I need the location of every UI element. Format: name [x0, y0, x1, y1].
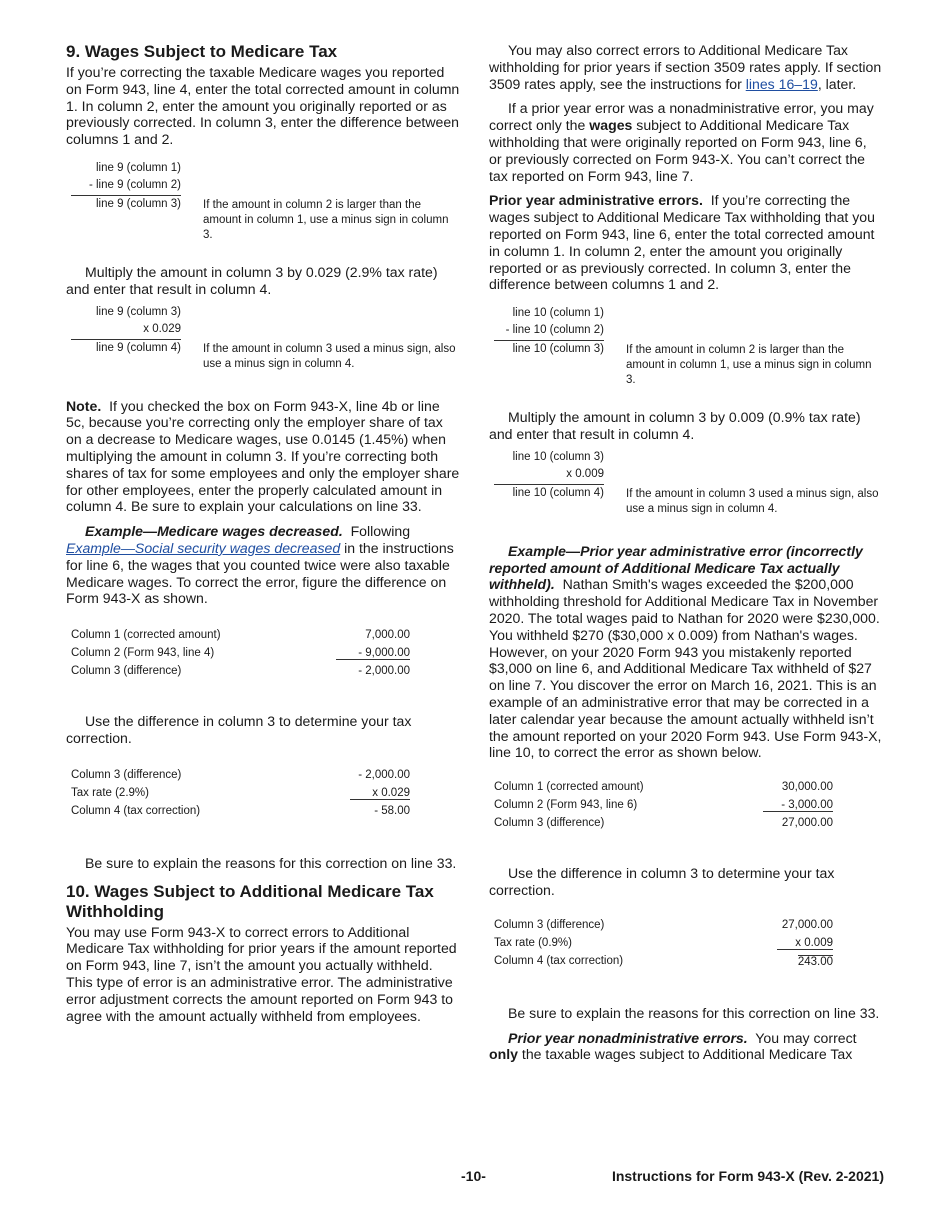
multiply-instruction: Multiply the amount in column 3 by 0.029 (2.9% tax rate) and enter that result in column 4.	[66, 263, 438, 297]
paragraph-text: subject to Additional Medicare Tax withholding that were originally reported on Form 943, line 6, or previously corrected on Form 943-X. You can’t correct the tax reported on Form 943, line 7.	[489, 117, 867, 184]
calc-line: - line 10 (column 2)	[505, 324, 604, 337]
use-difference-text: Use the difference in column 3 to determine your tax correction.	[66, 713, 412, 746]
table-row	[489, 799, 883, 817]
calc-note: If the amount in column 3 used a minus sign, also use a minus sign in column 4.	[203, 342, 456, 370]
prior-year-admin-lead: Prior year administrative errors.	[489, 192, 703, 209]
be-sure-text: Be sure to explain the reasons for this correction on line 33.	[85, 854, 457, 871]
table-cell-label: Column 3 (difference)	[494, 817, 605, 830]
table-cell-label: Column 3 (difference)	[71, 768, 182, 781]
calc-note: If the amount in column 2 is larger than the amount in column 1, use a minus sign in column 3.	[626, 344, 872, 387]
paragraph-text: , later.	[817, 75, 857, 92]
left-column	[66, 42, 460, 1032]
be-sure-text: Be sure to explain the reasons for this correction on line 33.	[508, 1004, 880, 1021]
table-row	[66, 629, 460, 647]
lines-16-19-link[interactable]: lines 16–19	[745, 75, 818, 92]
example-ss-wages-link[interactable]: Example—Social security wages decreased	[66, 539, 341, 556]
example-table-columns	[489, 781, 883, 835]
table-cell-value: - 58.00	[374, 804, 410, 817]
calc-line: - line 9 (column 2)	[88, 178, 181, 191]
form-identifier: Instructions for Form 943-X (Rev. 2-2021)	[611, 1168, 884, 1184]
table-row	[489, 781, 883, 799]
example-text: Nathan Smith's wages exceeded the $200,000 withholding threshold for Additional Medicare Tax in November 2020. The total wages paid to Nathan for 2020 were $230,000. You withheld $270 ($30,000 x 0.009) from Nathan's wages. However, on your 2020 Form 943 you mistakenly reported $3,000 on line 6, and Additional Medicare Tax withheld of $27 on line 7. You discover the error on March 16, 2021. This is an example of an administrative error that may be corrected in a later calendar year because the amount actually withheld isn’t the amount reported on your 2020 Form 943. Use Form 943-X, line 10, to correct the error as shown below.	[489, 576, 882, 761]
calc-line: line 9 (column 3)	[95, 197, 181, 210]
table-row	[489, 817, 883, 835]
table-cell-value: x 0.029	[350, 787, 410, 800]
table-cell-label: Column 2 (Form 943, line 4)	[71, 647, 215, 660]
calc-line: line 10 (column 1)	[512, 307, 604, 320]
table-cell-value: - 3,000.00	[763, 799, 833, 812]
table-cell-value: - 2,000.00	[358, 768, 410, 781]
table-cell-label: Tax rate (0.9%)	[494, 936, 572, 949]
example-text: Following	[350, 523, 411, 540]
calc-box-line10-col4	[489, 451, 883, 543]
calc-line: line 9 (column 3)	[95, 305, 181, 318]
right-column	[489, 42, 883, 1071]
nonadmin-paragraph	[489, 100, 883, 184]
calc-line: line 10 (column 3)	[512, 343, 604, 356]
table-row	[489, 919, 883, 937]
calc-rule	[71, 339, 181, 340]
note-paragraph	[66, 398, 460, 516]
table-row	[489, 937, 883, 955]
paragraph-text: You may also correct errors to Additional Medicare Tax withholding for prior years if section 3509 rates apply. If section 3509 rates apply, see the instructions for	[489, 42, 882, 92]
table-row	[66, 665, 460, 683]
section-9-heading: 9. Wages Subject to Medicare Tax	[66, 42, 338, 61]
calc-rule	[71, 195, 181, 196]
example-medicare-paragraph	[66, 523, 460, 607]
calc-line: line 10 (column 3)	[512, 450, 604, 463]
table-row	[66, 805, 460, 823]
example-text: in the instructions for line 6, the wages that you counted twice were also taxable Medicare wages. To correct the error, figure the difference on Form 943-X as shown.	[66, 539, 454, 607]
table-cell-label: Column 3 (difference)	[71, 665, 182, 678]
table-cell-value: 30,000.00	[781, 781, 833, 794]
calc-line: x 0.009	[566, 467, 604, 480]
example-lead: Example—Medicare wages decreased.	[85, 523, 343, 540]
calc-line: line 9 (column 4)	[95, 341, 181, 354]
table-cell-value: - 9,000.00	[336, 647, 410, 660]
tax-correction-table	[489, 919, 883, 973]
prior-year-nonadmin-lead: Prior year nonadministrative errors.	[508, 1029, 748, 1046]
table-cell-label: Column 3 (difference)	[494, 918, 605, 931]
table-cell-label: Column 1 (corrected amount)	[71, 629, 221, 642]
note-text: If you checked the box on Form 943-X, line 4b or line 5c, because you’re correcting only the employer share of tax on a decrease to Medicare wages, use 0.0145 (1.45%) when multiplying the amount in column 3. If you’re correcting both shares of tax for some employees and only the employer share for other employees, enter the properly calculated amount in column 4. Be sure to explain your calculations on line 33.	[66, 397, 460, 515]
example-admin-error-paragraph	[489, 543, 883, 761]
table-cell-value: 27,000.00	[781, 817, 833, 830]
multiply-instruction: Multiply the amount in column 3 by 0.009 (0.9% tax rate) and enter that result in column 4.	[489, 409, 861, 442]
paragraph-text: If a prior year error was a nonadministrative error, you may correct only the	[489, 100, 874, 134]
table-row	[66, 769, 460, 787]
calc-line: line 9 (column 1)	[95, 161, 181, 174]
paragraph-text: You may correct	[755, 1029, 857, 1046]
table-cell-value: - 2,000.00	[358, 665, 410, 678]
prior-year-admin-paragraph	[489, 192, 883, 293]
paragraph-text: the taxable wages subject to Additional Medicare Tax	[521, 1046, 853, 1063]
table-cell-value: x 0.009	[777, 937, 833, 950]
emphasis-wages: wages	[589, 117, 633, 134]
table-row	[66, 647, 460, 665]
calc-line: line 10 (column 4)	[512, 486, 604, 499]
tax-correction-table	[66, 769, 460, 823]
calc-note: If the amount in column 2 is larger than the amount in column 1, use a minus sign in column 3.	[203, 198, 449, 241]
table-cell-label: Column 4 (tax correction)	[71, 804, 201, 817]
table-cell-label: Tax rate (2.9%)	[71, 786, 149, 799]
emphasis-only: only	[489, 1046, 518, 1063]
calc-box-line9-col3	[66, 162, 460, 254]
prior-year-nonadmin-paragraph	[489, 1030, 883, 1064]
note-lead: Note.	[66, 397, 102, 414]
table-row	[489, 955, 883, 973]
section-10-heading: 10. Wages Subject to Additional Medicare Tax Withholding	[66, 881, 434, 921]
table-cell-value: 27,000.00	[781, 918, 833, 931]
page-number: -10-	[461, 1168, 486, 1184]
table-row	[66, 787, 460, 805]
table-cell-label: Column 4 (tax correction)	[494, 954, 624, 967]
calc-rule	[494, 340, 604, 341]
calc-note: If the amount in column 3 used a minus sign, also use a minus sign in column 4.	[626, 487, 879, 515]
section-10-intro: You may use Form 943-X to correct errors to Additional Medicare Tax withholding for prior years if the amount reported on Form 943, line 7, isn’t the amount you actually withheld. This type of error is an administrative error. The administrative error adjustment corrects the amount reported on Form 943 to agree with the amount actually withheld from employees.	[66, 923, 457, 1024]
example-table-columns	[66, 629, 460, 683]
section-3509-paragraph	[489, 42, 883, 92]
table-cell-value: 243.00	[797, 955, 833, 968]
calc-box-line10-col3	[489, 307, 883, 399]
table-cell-value: 7,000.00	[365, 629, 410, 642]
table-cell-label: Column 2 (Form 943, line 6)	[494, 799, 638, 812]
calc-box-line9-col4	[66, 306, 460, 398]
section-9-intro: If you’re correcting the taxable Medicare wages you reported on Form 943, line 4, enter the total corrected amount in column 1. In column 2, enter the amount you originally reported or as previously corrected. In column 3, enter the difference between columns 1 and 2.	[66, 64, 460, 148]
use-difference-text: Use the difference in column 3 to determine your tax correction.	[489, 865, 835, 898]
table-cell-label: Column 1 (corrected amount)	[494, 781, 644, 794]
example-lead: Example—Prior year administrative error (incorrectly reported amount of Additional Medicare Tax actually withheld).	[489, 542, 863, 593]
calc-rule	[494, 484, 604, 485]
calc-line: x 0.029	[143, 322, 181, 335]
paragraph-text: If you’re correcting the wages subject to Additional Medicare Tax withholding that you reported on Form 943, line 6, enter the total corrected amount in column 1. In column 2, enter the amount you originally reported or as previously corrected. In column 3, enter the difference between columns 1 and 2.	[489, 192, 875, 293]
